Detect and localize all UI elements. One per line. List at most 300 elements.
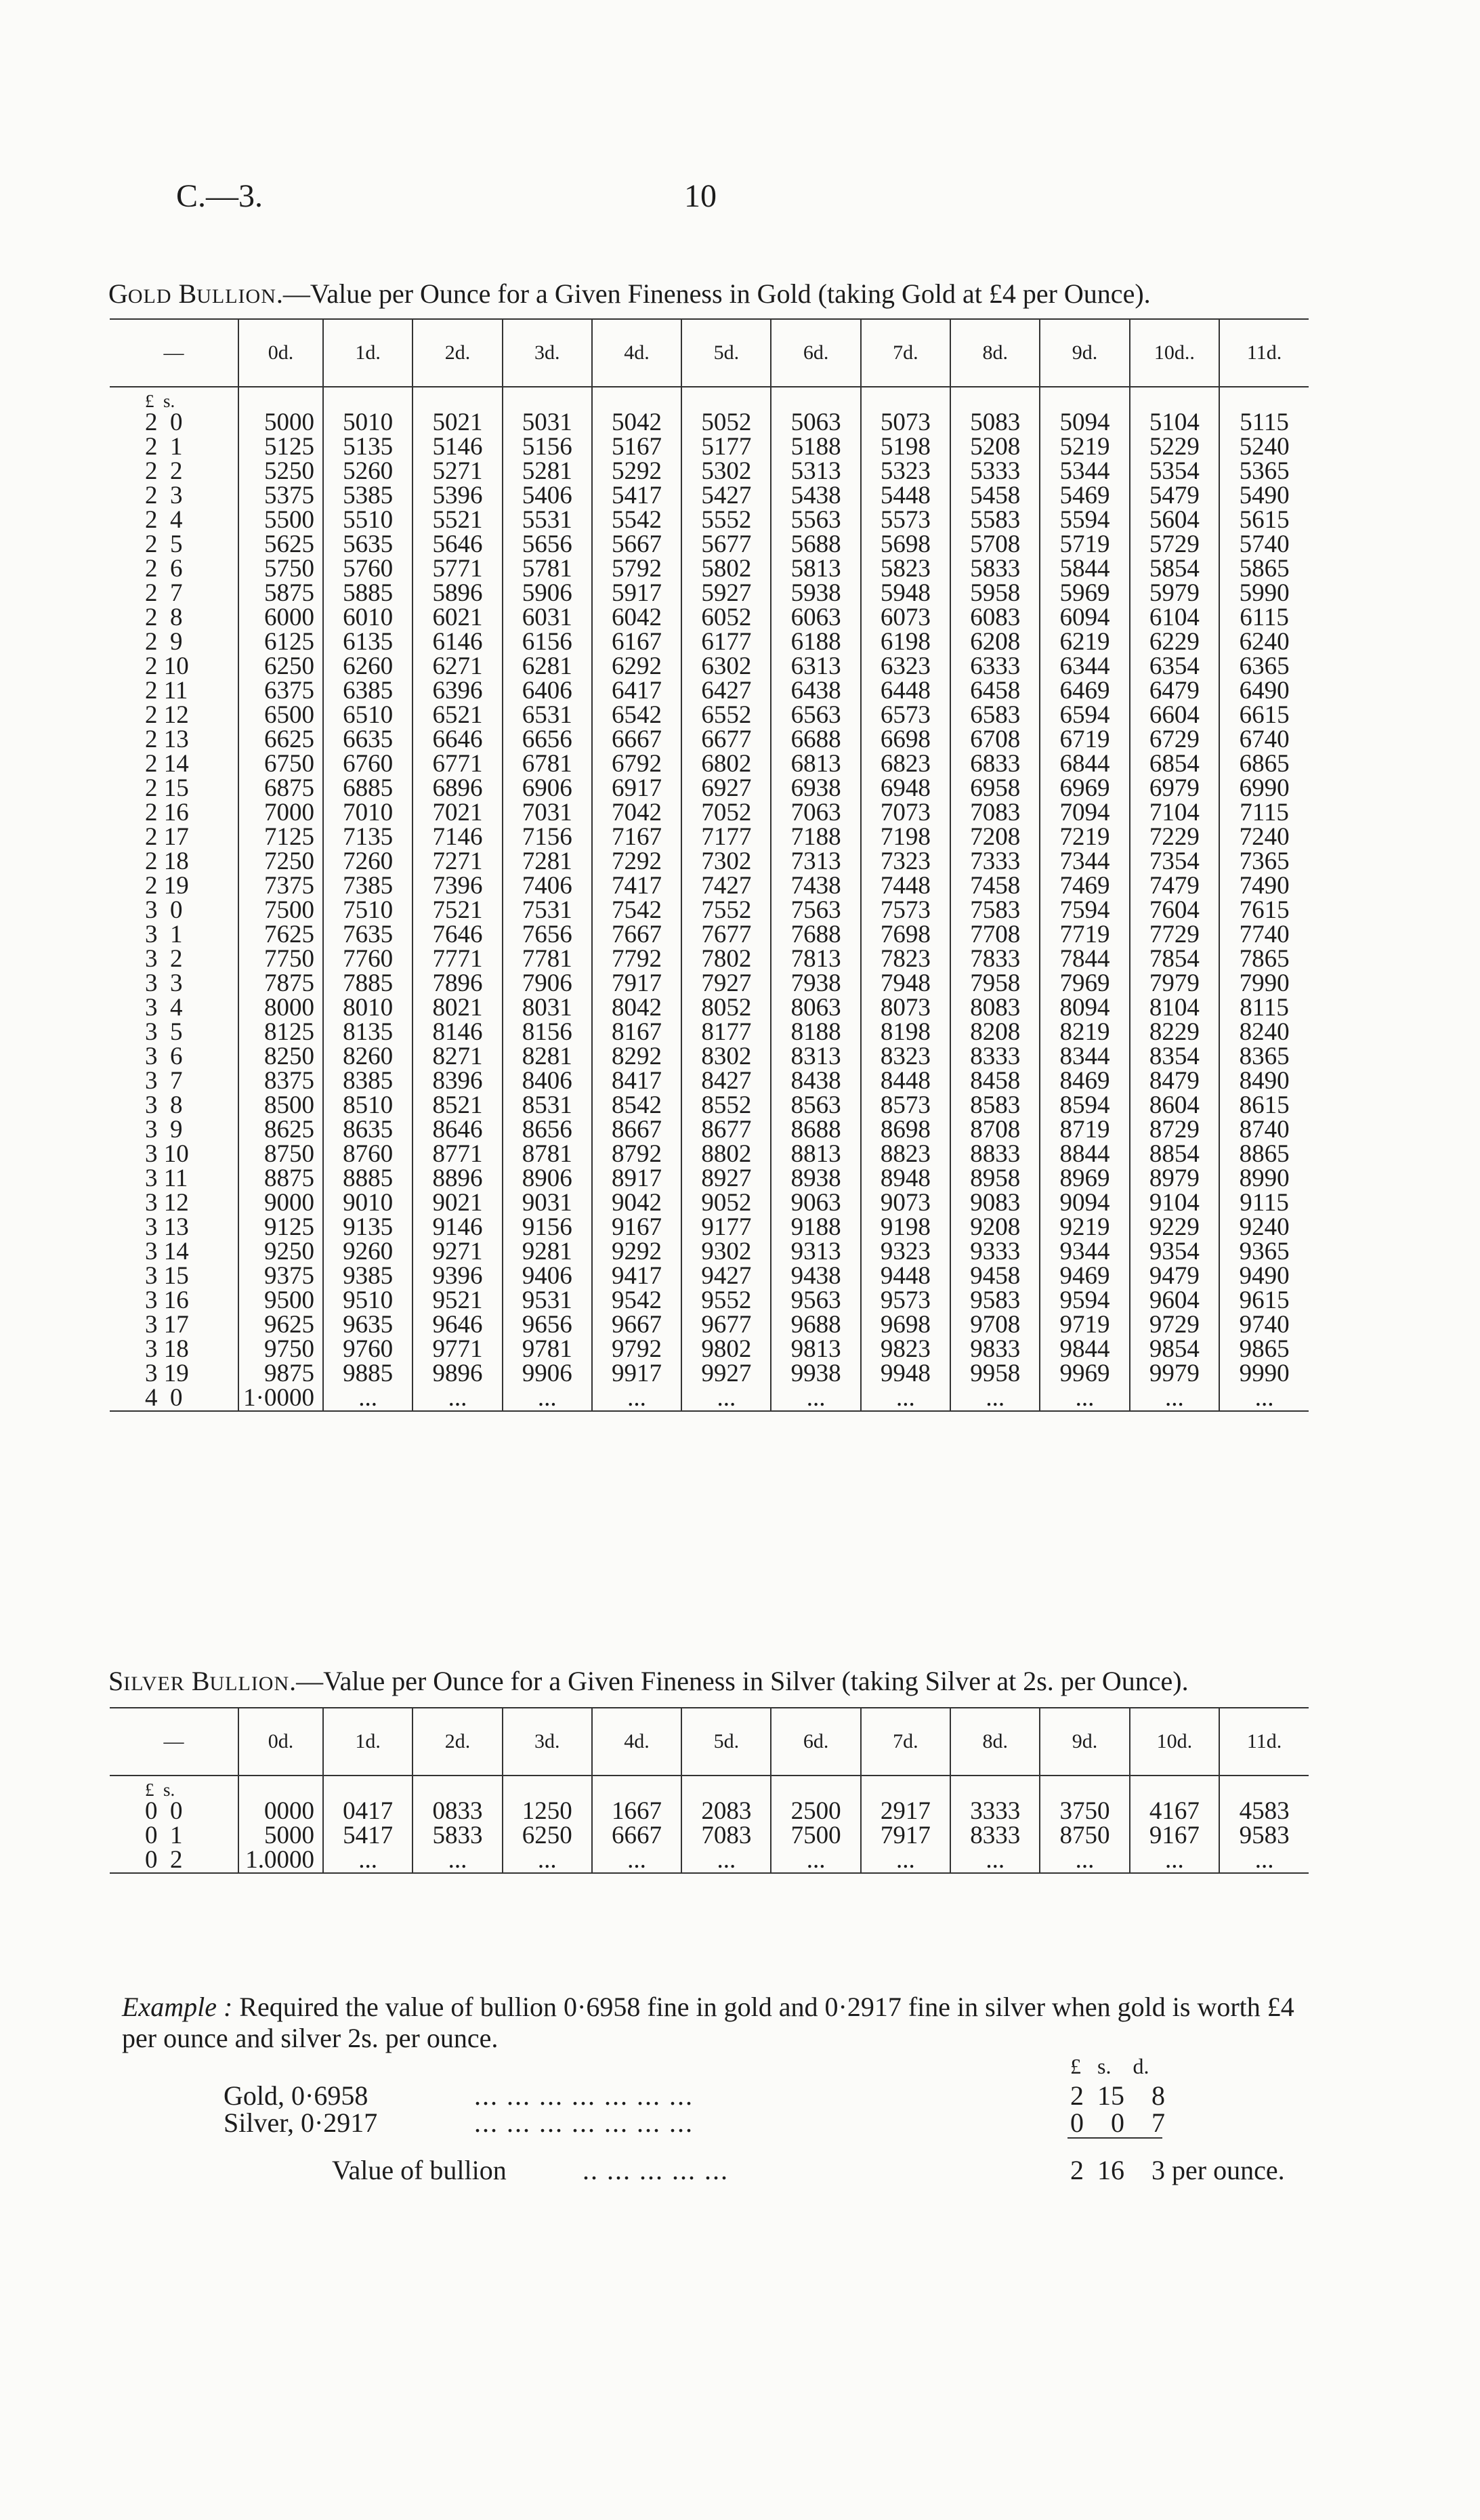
example-silver-leader: ... ... ... ... ... ... ...: [474, 2107, 694, 2138]
example-total-label: Value of bullion: [332, 2155, 507, 2185]
value-cell: 9031: [503, 1191, 592, 1215]
gold-unit-blank: [771, 387, 860, 411]
value-cell: 8823: [861, 1142, 950, 1167]
value-cell: 7500: [238, 898, 323, 923]
value-cell: 6188: [771, 630, 860, 654]
value-cell: 7583: [950, 898, 1040, 923]
silver-column-header: 5d.: [681, 1708, 771, 1776]
value-cell: 7156: [503, 825, 592, 849]
table-row: [110, 1264, 1309, 1288]
value-cell: 7104: [1130, 801, 1219, 825]
value-cell: 7281: [503, 849, 592, 874]
example-units-heading: £ s. d.: [1070, 2054, 1149, 2078]
silver-unit-blank: [592, 1776, 681, 1799]
value-cell: 7167: [592, 825, 681, 849]
value-cell: 5729: [1130, 532, 1219, 557]
value-cell: 5927: [681, 581, 771, 606]
value-cell: 9563: [771, 1288, 860, 1313]
value-cell: 7510: [323, 898, 413, 923]
value-cell: 6271: [413, 654, 502, 679]
value-cell: 7302: [681, 849, 771, 874]
value-cell: 5292: [592, 459, 681, 484]
value-cell: 9115: [1219, 1191, 1309, 1215]
value-cell: 3333: [950, 1799, 1040, 1824]
value-cell: 6729: [1130, 728, 1219, 752]
value-cell: 6385: [323, 679, 413, 703]
value-cell: 8646: [413, 1118, 502, 1142]
table-row: [110, 849, 1309, 874]
value-cell: 5656: [503, 532, 592, 557]
silver-caption-initial-2: B: [191, 1666, 210, 1696]
price-cell: 3 5: [145, 1018, 183, 1046]
gold-column-header: 1d.: [323, 319, 413, 387]
value-cell: 9188: [771, 1215, 860, 1240]
value-cell: 9969: [1040, 1362, 1129, 1386]
value-cell: 7010: [323, 801, 413, 825]
value-cell: 5240: [1219, 435, 1309, 459]
value-cell: 7771: [413, 947, 502, 971]
value-cell: 9979: [1130, 1362, 1219, 1386]
table-row: [110, 1386, 1309, 1411]
table-row: [110, 1240, 1309, 1264]
value-cell: 7813: [771, 947, 860, 971]
value-cell: 6823: [861, 752, 950, 776]
value-cell: 8375: [238, 1069, 323, 1093]
value-cell: 7469: [1040, 874, 1129, 898]
document-reference: C.—3.: [176, 178, 263, 214]
value-cell: 7896: [413, 971, 502, 996]
value-cell: 2500: [771, 1799, 860, 1824]
value-cell: 9958: [950, 1362, 1040, 1386]
value-cell: 5406: [503, 484, 592, 508]
silver-unit-blank: [503, 1776, 592, 1799]
price-cell: 2 6: [145, 555, 183, 583]
value-cell: 5698: [861, 532, 950, 557]
gold-unit-blank: [1130, 387, 1219, 411]
value-cell: 9594: [1040, 1288, 1129, 1313]
value-cell: 5531: [503, 508, 592, 532]
silver-unit-label: £ s.: [145, 1780, 175, 1800]
value-cell: 6083: [950, 606, 1040, 630]
value-cell: 7365: [1219, 849, 1309, 874]
value-cell: 9365: [1219, 1240, 1309, 1264]
table-row: [110, 484, 1309, 508]
value-cell: ...: [861, 1848, 950, 1873]
value-cell: 5938: [771, 581, 860, 606]
value-cell: 7656: [503, 923, 592, 947]
value-cell: 5135: [323, 435, 413, 459]
value-cell: 5375: [238, 484, 323, 508]
value-cell: 6104: [1130, 606, 1219, 630]
gold-column-header: 6d.: [771, 319, 860, 387]
gold-unit-blank: [413, 387, 502, 411]
value-cell: 8365: [1219, 1045, 1309, 1069]
value-cell: 8563: [771, 1093, 860, 1118]
value-cell: 9240: [1219, 1215, 1309, 1240]
value-cell: 8583: [950, 1093, 1040, 1118]
value-cell: 5552: [681, 508, 771, 532]
value-cell: 6667: [592, 1824, 681, 1848]
value-cell: 9854: [1130, 1337, 1219, 1362]
value-cell: 9198: [861, 1215, 950, 1240]
value-cell: 7354: [1130, 849, 1219, 874]
value-cell: 8292: [592, 1045, 681, 1069]
value-cell: 6406: [503, 679, 592, 703]
value-cell: 5396: [413, 484, 502, 508]
value-cell: 6177: [681, 630, 771, 654]
value-cell: 7688: [771, 923, 860, 947]
price-cell: 2 3: [145, 482, 183, 509]
value-cell: 7135: [323, 825, 413, 849]
value-cell: 5948: [861, 581, 950, 606]
value-cell: 5781: [503, 557, 592, 581]
value-cell: 6438: [771, 679, 860, 703]
value-cell: 8688: [771, 1118, 860, 1142]
gold-column-header: 8d.: [950, 319, 1040, 387]
value-cell: 7958: [950, 971, 1040, 996]
value-cell: 1·0000: [238, 1386, 323, 1411]
value-cell: 9104: [1130, 1191, 1219, 1215]
value-cell: 9583: [1219, 1824, 1309, 1848]
gold-caption-smallcaps: OLD: [127, 285, 172, 308]
value-cell: 6010: [323, 606, 413, 630]
value-cell: 6646: [413, 728, 502, 752]
value-cell: 6063: [771, 606, 860, 630]
silver-unit-blank: [1219, 1776, 1309, 1799]
table-row: [110, 996, 1309, 1020]
value-cell: ...: [1219, 1848, 1309, 1873]
value-cell: 6698: [861, 728, 950, 752]
value-cell: 7188: [771, 825, 860, 849]
value-cell: 9635: [323, 1313, 413, 1337]
value-cell: 8990: [1219, 1167, 1309, 1191]
value-cell: 6625: [238, 728, 323, 752]
table-row: [110, 947, 1309, 971]
value-cell: ...: [1040, 1848, 1129, 1873]
value-cell: ...: [413, 1386, 502, 1411]
value-cell: 7208: [950, 825, 1040, 849]
value-cell: 9896: [413, 1362, 502, 1386]
value-cell: 7635: [323, 923, 413, 947]
value-cell: 5323: [861, 459, 950, 484]
value-cell: 9490: [1219, 1264, 1309, 1288]
value-cell: 6885: [323, 776, 413, 801]
silver-unit-blank: [681, 1776, 771, 1799]
value-cell: 7833: [950, 947, 1040, 971]
value-cell: 6656: [503, 728, 592, 752]
table-row: [110, 1799, 1309, 1824]
price-cell: 2 8: [145, 604, 183, 631]
value-cell: 9917: [592, 1362, 681, 1386]
value-cell: 7802: [681, 947, 771, 971]
value-cell: 9719: [1040, 1313, 1129, 1337]
value-cell: 7927: [681, 971, 771, 996]
value-cell: 7333: [950, 849, 1040, 874]
value-cell: 6792: [592, 752, 681, 776]
value-cell: 9813: [771, 1337, 860, 1362]
value-cell: 7531: [503, 898, 592, 923]
example-label: Example :: [122, 1992, 233, 2022]
table-row: [110, 1020, 1309, 1045]
gold-unit-label: £ s.: [145, 391, 175, 411]
price-cell: 2 10: [145, 652, 189, 680]
value-cell: 5979: [1130, 581, 1219, 606]
value-cell: 8813: [771, 1142, 860, 1167]
value-cell: 8167: [592, 1020, 681, 1045]
value-cell: 8635: [323, 1118, 413, 1142]
table-row: [110, 1215, 1309, 1240]
silver-column-header: 11d.: [1219, 1708, 1309, 1776]
value-cell: 8406: [503, 1069, 592, 1093]
price-cell: 3 16: [145, 1286, 189, 1314]
value-cell: 9260: [323, 1240, 413, 1264]
value-cell: 6219: [1040, 630, 1129, 654]
value-cell: 5667: [592, 532, 681, 557]
value-cell: 8854: [1130, 1142, 1219, 1167]
value-cell: 5688: [771, 532, 860, 557]
value-cell: 8594: [1040, 1093, 1129, 1118]
value-cell: 9021: [413, 1191, 502, 1215]
table-row: [110, 703, 1309, 728]
table-row: [110, 776, 1309, 801]
value-cell: 2083: [681, 1799, 771, 1824]
page-number: 10: [684, 178, 717, 214]
sum-rule: [1067, 2137, 1162, 2139]
value-cell: 9000: [238, 1191, 323, 1215]
value-cell: 9542: [592, 1288, 681, 1313]
value-cell: 8052: [681, 996, 771, 1020]
value-cell: 7604: [1130, 898, 1219, 923]
value-cell: 9396: [413, 1264, 502, 1288]
value-cell: 8260: [323, 1045, 413, 1069]
table-row: [110, 581, 1309, 606]
value-cell: 9646: [413, 1313, 502, 1337]
value-cell: 8833: [950, 1142, 1040, 1167]
value-cell: 5615: [1219, 508, 1309, 532]
value-cell: 8094: [1040, 996, 1129, 1020]
value-cell: ...: [950, 1386, 1040, 1411]
table-row: [110, 411, 1309, 435]
value-cell: 8229: [1130, 1020, 1219, 1045]
value-cell: 9094: [1040, 1191, 1129, 1215]
value-cell: 6677: [681, 728, 771, 752]
value-cell: 5417: [592, 484, 681, 508]
value-cell: 7792: [592, 947, 681, 971]
value-cell: 7125: [238, 825, 323, 849]
value-cell: 6469: [1040, 679, 1129, 703]
value-cell: 6490: [1219, 679, 1309, 703]
value-cell: 8917: [592, 1167, 681, 1191]
value-cell: 8729: [1130, 1118, 1219, 1142]
value-cell: 8302: [681, 1045, 771, 1069]
value-cell: 7844: [1040, 947, 1129, 971]
value-cell: 6875: [238, 776, 323, 801]
value-cell: 8938: [771, 1167, 860, 1191]
value-cell: ...: [771, 1386, 860, 1411]
silver-unit-blank: [413, 1776, 502, 1799]
value-cell: 8552: [681, 1093, 771, 1118]
value-cell: 7083: [950, 801, 1040, 825]
value-cell: 6781: [503, 752, 592, 776]
table-row: [110, 1313, 1309, 1337]
value-cell: 9448: [861, 1264, 950, 1288]
value-cell: 6917: [592, 776, 681, 801]
gold-unit-blank: [323, 387, 413, 411]
price-cell: 2 4: [145, 506, 183, 534]
value-cell: 6344: [1040, 654, 1129, 679]
value-cell: 5625: [238, 532, 323, 557]
value-cell: ...: [771, 1848, 860, 1873]
value-cell: 8427: [681, 1069, 771, 1093]
value-cell: 7198: [861, 825, 950, 849]
price-cell: 3 15: [145, 1262, 189, 1290]
price-cell: 2 11: [145, 677, 188, 705]
value-cell: 6073: [861, 606, 950, 630]
value-cell: 5854: [1130, 557, 1219, 581]
value-cell: 8656: [503, 1118, 592, 1142]
value-cell: 6813: [771, 752, 860, 776]
table-row: [110, 630, 1309, 654]
silver-caption-initial: S: [108, 1666, 124, 1696]
value-cell: 7021: [413, 801, 502, 825]
value-cell: 9344: [1040, 1240, 1129, 1264]
value-cell: 0833: [413, 1799, 502, 1824]
gold-unit-blank: [681, 387, 771, 411]
value-cell: 5188: [771, 435, 860, 459]
price-cell: 0 2: [110, 1848, 238, 1873]
value-cell: 5458: [950, 484, 1040, 508]
table-row: [110, 1337, 1309, 1362]
gold-caption-initial: G: [108, 278, 128, 309]
value-cell: 9823: [861, 1337, 950, 1362]
value-cell: 8385: [323, 1069, 413, 1093]
value-cell: 6479: [1130, 679, 1219, 703]
value-cell: 9250: [238, 1240, 323, 1264]
silver-caption-smallcaps-2: ULLION: [209, 1673, 290, 1695]
value-cell: 6938: [771, 776, 860, 801]
value-cell: 6417: [592, 679, 681, 703]
value-cell: 8281: [503, 1045, 592, 1069]
price-cell: 0 1: [145, 1822, 183, 1849]
value-cell: 6833: [950, 752, 1040, 776]
value-cell: 5635: [323, 532, 413, 557]
value-cell: 7740: [1219, 923, 1309, 947]
value-cell: 8063: [771, 996, 860, 1020]
value-cell: 9677: [681, 1313, 771, 1337]
value-cell: 9177: [681, 1215, 771, 1240]
value-cell: 8344: [1040, 1045, 1129, 1069]
value-cell: 7865: [1219, 947, 1309, 971]
example-gold-leader: ... ... ... ... ... ... ...: [474, 2080, 694, 2111]
value-cell: 7708: [950, 923, 1040, 947]
silver-column-header: 0d.: [238, 1708, 323, 1776]
table-row: [110, 971, 1309, 996]
price-cell: 2 0: [145, 408, 183, 436]
value-cell: ...: [323, 1848, 413, 1873]
value-cell: 8510: [323, 1093, 413, 1118]
value-cell: 7677: [681, 923, 771, 947]
price-cell: 3 13: [145, 1213, 189, 1241]
table-row: [110, 1093, 1309, 1118]
value-cell: 8896: [413, 1167, 502, 1191]
price-cell: 2 14: [145, 750, 189, 778]
silver-column-header: 9d.: [1040, 1708, 1129, 1776]
value-cell: 9063: [771, 1191, 860, 1215]
value-cell: 8615: [1219, 1093, 1309, 1118]
gold-unit-blank: [592, 387, 681, 411]
value-cell: 9833: [950, 1337, 1040, 1362]
value-cell: 8073: [861, 996, 950, 1020]
value-cell: 5250: [238, 459, 323, 484]
value-cell: 5344: [1040, 459, 1129, 484]
price-cell: 3 11: [145, 1164, 188, 1192]
example-total-amount: 2 16 3 per ounce.: [1070, 2155, 1285, 2185]
value-cell: 8115: [1219, 996, 1309, 1020]
table-row: [110, 435, 1309, 459]
value-cell: 6458: [950, 679, 1040, 703]
value-cell: 9313: [771, 1240, 860, 1264]
value-cell: 9792: [592, 1337, 681, 1362]
value-cell: 5063: [771, 411, 860, 435]
value-cell: 5771: [413, 557, 502, 581]
value-cell: 8781: [503, 1142, 592, 1167]
value-cell: 8396: [413, 1069, 502, 1093]
gold-column-header: 9d.: [1040, 319, 1129, 387]
table-row: [110, 654, 1309, 679]
value-cell: 9750: [238, 1337, 323, 1362]
value-cell: 5896: [413, 581, 502, 606]
value-cell: 9281: [503, 1240, 592, 1264]
gold-unit-row: [110, 387, 1309, 411]
value-cell: 7594: [1040, 898, 1129, 923]
value-cell: 5385: [323, 484, 413, 508]
value-cell: 8479: [1130, 1069, 1219, 1093]
value-cell: 6146: [413, 630, 502, 654]
value-cell: 5542: [592, 508, 681, 532]
value-cell: 5906: [503, 581, 592, 606]
value-cell: 9156: [503, 1215, 592, 1240]
value-cell: ...: [592, 1848, 681, 1873]
value-cell: 7875: [238, 971, 323, 996]
value-cell: 7438: [771, 874, 860, 898]
value-cell: 1250: [503, 1799, 592, 1824]
value-cell: 6500: [238, 703, 323, 728]
gold-unit-blank: [1219, 387, 1309, 411]
silver-column-header: 3d.: [503, 1708, 592, 1776]
value-cell: 5208: [950, 435, 1040, 459]
value-cell: 5958: [950, 581, 1040, 606]
price-cell: 3 17: [145, 1311, 189, 1339]
value-cell: 9010: [323, 1191, 413, 1215]
value-cell: 7521: [413, 898, 502, 923]
value-cell: 8927: [681, 1167, 771, 1191]
value-cell: 8354: [1130, 1045, 1219, 1069]
value-cell: 8573: [861, 1093, 950, 1118]
value-cell: 5583: [950, 508, 1040, 532]
value-cell: 5438: [771, 484, 860, 508]
value-cell: ...: [1130, 1386, 1219, 1411]
table-row: [110, 1167, 1309, 1191]
value-cell: 4167: [1130, 1799, 1219, 1824]
value-cell: 5521: [413, 508, 502, 532]
value-cell: 7625: [238, 923, 323, 947]
value-cell: 9740: [1219, 1313, 1309, 1337]
value-cell: 7906: [503, 971, 592, 996]
value-cell: 8042: [592, 996, 681, 1020]
value-cell: 5146: [413, 435, 502, 459]
value-cell: 5365: [1219, 459, 1309, 484]
value-cell: 8906: [503, 1167, 592, 1191]
